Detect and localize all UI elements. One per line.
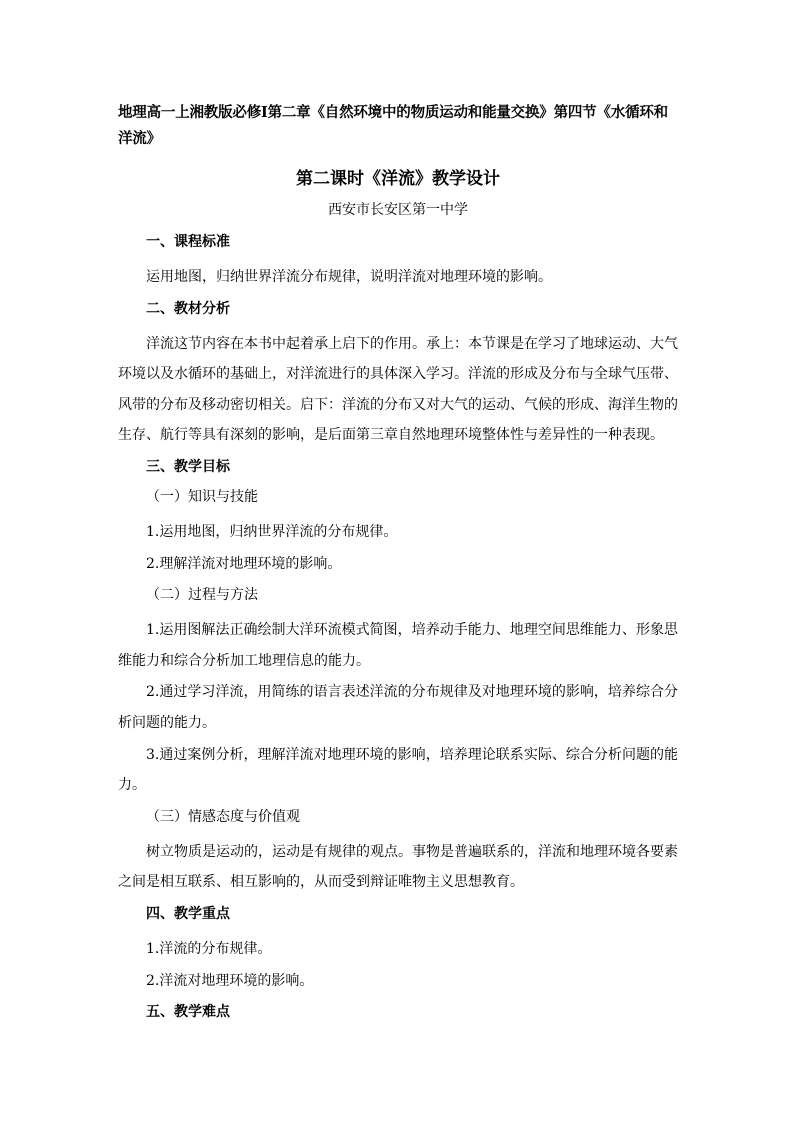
section-heading-analysis: 二、教材分析 [146,300,230,317]
section-heading-keypoints: 四、教学重点 [146,905,230,922]
process-item: 2.通过学习洋流，用简练的语言表述洋流的分布规律及对地理环境的影响，培养综合分析问题的能力。 [118,684,678,731]
process-item: 1.运用图解法正确绘制大洋环流模式简图，培养动手能力、地理空间思维能力、形象思维能力和综合分析加工地理信息的能力。 [118,622,678,669]
curriculum-text: 运用地图，归纳世界洋流分布规律，说明洋流对地理环境的影响。 [146,269,552,285]
process-item: 3.通过案例分析，理解洋流对地理环境的影响，培养理论联系实际、综合分析问题的能力。 [118,746,678,794]
section-heading-curriculum: 一、课程标准 [146,234,230,250]
emotion-text: 树立物质是运动的，运动是有规律的观点。事物是普遍联系的，洋流和地理环境各要素之间是相互联系、相互影响的，从而受到辩证唯物主义思想教育。 [118,843,678,891]
document-body [118,100,678,1032]
school-name: 西安市长安区第一中学 [328,202,468,218]
subheading-emotion: （三）情感态度与价值观 [146,808,300,825]
section-heading-difficulties: 五、教学难点 [146,1004,230,1021]
keypoint-item: 1.洋流的分布规律。 [146,940,272,957]
analysis-text: 洋流这节内容在本书中起着承上启下的作用。承上：本节课是在学习了地球运动、大气环境以及水循环的基础上，对洋流进行的具体深入学习。洋流的形成及分布与全球气压带、风带的分布及移动密切相关。启下：洋流的分布又对大气的运动、气候的形成、海洋生物的生存、航行等具有深刻的影响，是后面第三章自然地理环境整体性与差异性的一种表现。 [118,335,678,444]
lesson-title: 第二课时《洋流》教学设计 [296,169,500,189]
document-title: 地理高一上湘教版必修Ⅰ第二章《自然环境中的物质运动和能量交换》第四节《水循环和洋流》 [118,104,668,147]
keypoint-item: 2.洋流对地理环境的影响。 [146,972,314,989]
section-heading-goals: 三、教学目标 [146,458,230,475]
knowledge-item: 1.运用地图，归纳世界洋流的分布规律。 [146,523,398,540]
subheading-process: （二）过程与方法 [146,587,258,604]
subheading-knowledge: （一）知识与技能 [146,488,258,505]
knowledge-item: 2.理解洋流对地理环境的影响。 [146,555,342,572]
